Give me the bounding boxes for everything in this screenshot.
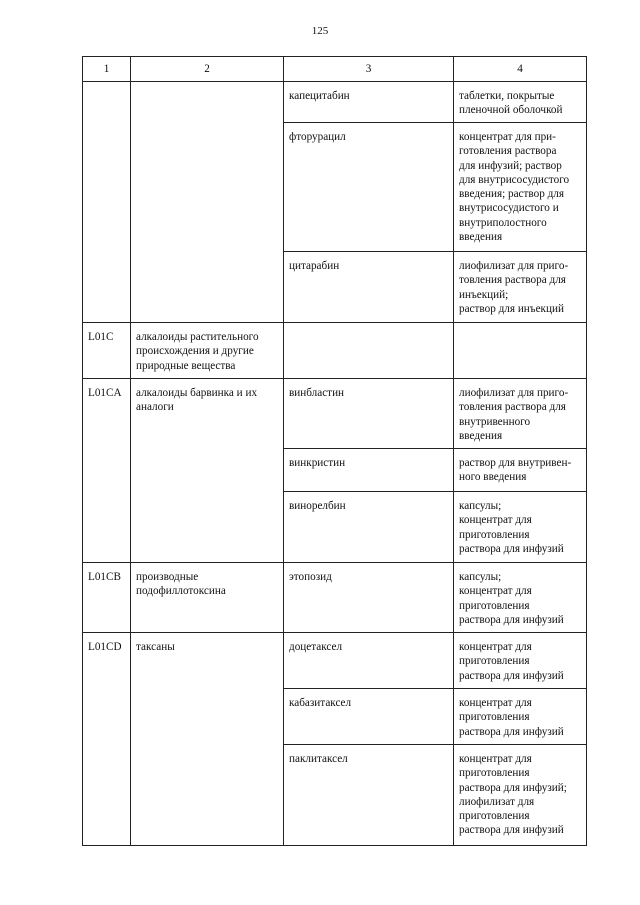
group-cell: таксаны	[131, 633, 284, 846]
table-row	[83, 323, 587, 379]
dosage-form-cell: капсулы; концентрат для приготовления раствора для инфузий	[454, 563, 587, 633]
code-cell: L01C	[83, 323, 131, 379]
group-cell: производные подофиллотоксина	[131, 563, 284, 633]
drug-table	[82, 56, 587, 846]
dosage-form-cell: лиофилизат для приго- товления раствора для внутривенного введения	[454, 379, 587, 449]
code-cell: L01CB	[83, 563, 131, 633]
drug-name-cell: винбластин	[284, 379, 454, 449]
dosage-form-cell: таблетки, покрытые пленочной оболочкой	[454, 82, 587, 123]
dosage-form-cell: концентрат для при- готовления раствора для инфузий; раствор для внутрисосудистого введения; раствор для внутрисосудистого и внутриполостного введения	[454, 123, 587, 252]
table-header-row	[83, 57, 587, 82]
drug-name-cell: фторурацил	[284, 123, 454, 252]
column-header: 3	[284, 57, 454, 82]
table-row	[83, 82, 587, 123]
dosage-form-cell: лиофилизат для приго- товления раствора для инъекций; раствор для инъекций	[454, 252, 587, 323]
dosage-form-cell: концентрат для приготовления раствора для инфузий	[454, 633, 587, 689]
table-row	[83, 633, 587, 689]
drug-name-cell: кабазитаксел	[284, 689, 454, 745]
dosage-form-cell: концентрат для приготовления раствора для инфузий	[454, 689, 587, 745]
dosage-form-cell: капсулы; концентрат для приготовления раствора для инфузий	[454, 492, 587, 563]
group-cell: алкалоиды растительного происхождения и другие природные вещества	[131, 323, 284, 379]
drug-name-cell: цитарабин	[284, 252, 454, 323]
column-header: 4	[454, 57, 587, 82]
column-header: 1	[83, 57, 131, 82]
drug-name-cell: винорелбин	[284, 492, 454, 563]
drug-name-cell: этопозид	[284, 563, 454, 633]
dosage-form-cell	[454, 323, 587, 379]
drug-name-cell: доцетаксел	[284, 633, 454, 689]
group-cell: алкалоиды барвинка и их аналоги	[131, 379, 284, 563]
drug-name-cell: винкристин	[284, 449, 454, 492]
table-row	[83, 379, 587, 449]
group-cell	[131, 82, 284, 323]
dosage-form-cell: концентрат для приготовления раствора для инфузий; лиофилизат для приготовления раствора для инфузий	[454, 745, 587, 846]
page-number: 125	[311, 25, 329, 37]
column-header: 2	[131, 57, 284, 82]
table-row	[83, 563, 587, 633]
code-cell	[83, 82, 131, 323]
drug-name-cell: паклитаксел	[284, 745, 454, 846]
drug-name-cell	[284, 323, 454, 379]
code-cell: L01CA	[83, 379, 131, 563]
drug-name-cell: капецитабин	[284, 82, 454, 123]
dosage-form-cell: раствор для внутривен- ного введения	[454, 449, 587, 492]
code-cell: L01CD	[83, 633, 131, 846]
